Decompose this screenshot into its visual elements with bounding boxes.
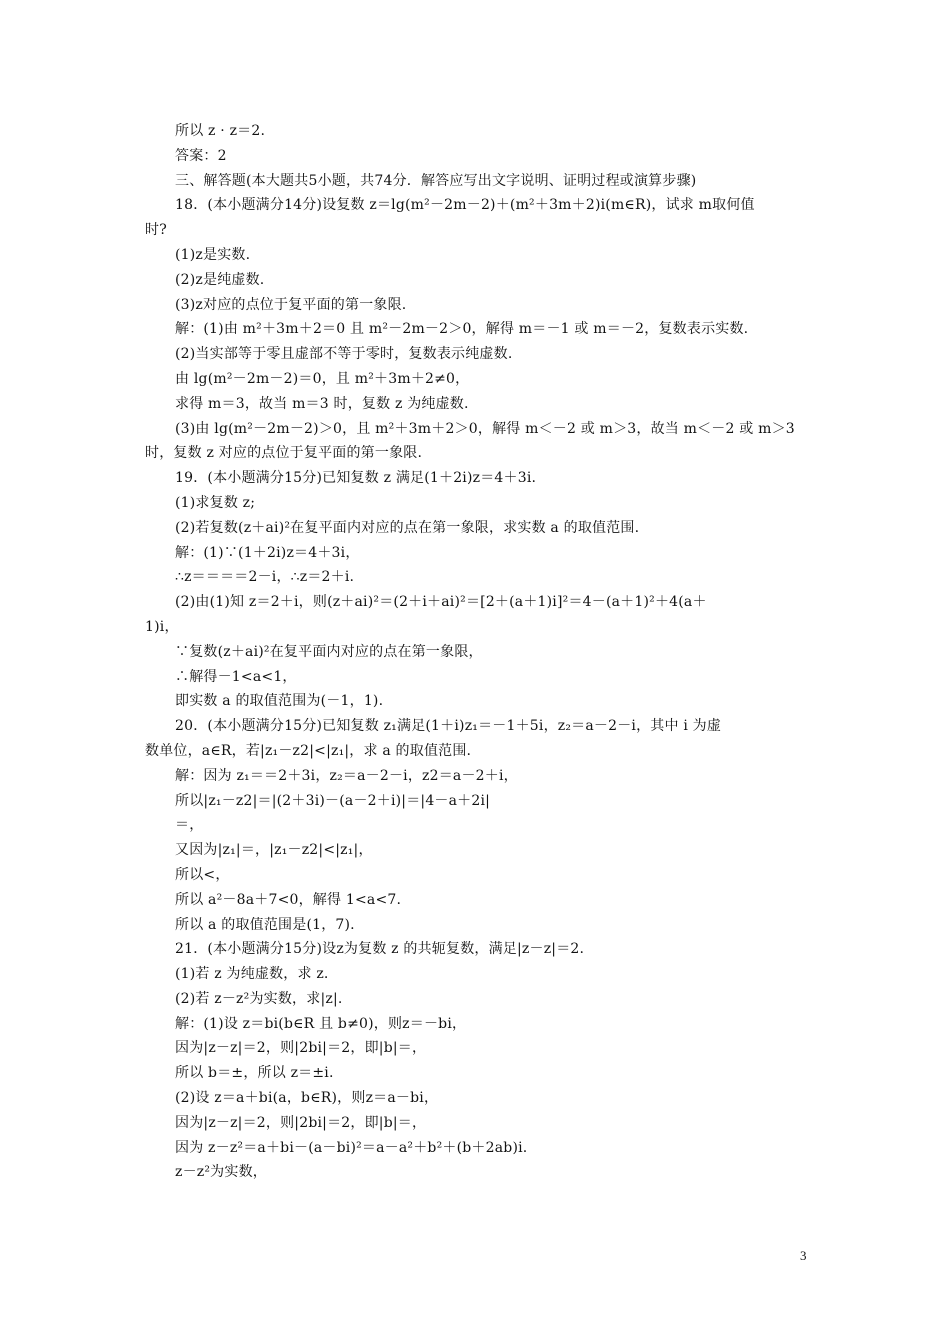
text-line: 三、解答题(本大题共5小题，共74分．解答应写出文字说明、证明过程或演算步骤) bbox=[175, 172, 697, 189]
text-line: z－z²为实数， bbox=[175, 1164, 267, 1181]
text-line: (2)当实部等于零且虚部不等于零时，复数表示纯虚数. bbox=[175, 346, 513, 363]
text-line: 18．(本小题满分14分)设复数 z＝lg(m²－2m－2)＋(m²＋3m＋2)i(m∈R)，试求 m取何值 bbox=[175, 197, 755, 214]
page-body bbox=[145, 119, 815, 1185]
text-line: (2)若复数(z＋ai)²在复平面内对应的点在第一象限，求实数 a 的取值范围. bbox=[175, 519, 640, 536]
text-line: (1)求复数 z; bbox=[175, 494, 256, 511]
text-line: 20．(本小题满分15分)已知复数 z₁满足(1＋i)z₁＝－1＋5i，z₂＝a－2－i，其中 i 为虚 bbox=[175, 718, 722, 735]
text-line: (1)若 z 为纯虚数，求 z. bbox=[175, 966, 329, 983]
text-line: (1)z是实数. bbox=[175, 246, 251, 263]
text-line: ＝， bbox=[175, 817, 204, 834]
text-line: 解：(1)由 m²＋3m＋2＝0 且 m²－2m－2＞0，解得 m＝－1 或 m＝－2，复数表示实数. bbox=[175, 321, 749, 338]
text-line: 所以 b＝±，所以 z＝±i. bbox=[175, 1065, 334, 1082]
text-line: 1)i， bbox=[145, 618, 179, 635]
text-line: 求得 m＝3，故当 m＝3 时，复数 z 为纯虚数. bbox=[175, 395, 469, 412]
text-line: (3)由 lg(m²－2m－2)＞0，且 m²＋3m＋2＞0，解得 m＜－2 或 m＞3，故当 m＜－2 或 m＞3 bbox=[175, 420, 795, 437]
text-line: 即实数 a 的取值范围为(－1，1). bbox=[175, 693, 384, 710]
text-line: ∴z＝＝＝＝2－i，∴z＝2＋i. bbox=[175, 569, 355, 586]
text-line: 因为|z－z|＝2，则|2bi|＝2，即|b|＝， bbox=[175, 1114, 427, 1131]
text-line: 数单位，a∈R，若|z₁－z2|<|z₁|，求 a 的取值范围. bbox=[145, 742, 472, 759]
text-line: (2)设 z＝a＋bi(a，b∈R)，则z＝a－bi， bbox=[175, 1090, 439, 1107]
page-number: 3 bbox=[800, 1248, 807, 1263]
text-line: 21．(本小题满分15分)设z为复数 z 的共轭复数，满足|z－z|＝2. bbox=[175, 941, 585, 958]
text-line: 时? bbox=[145, 222, 167, 239]
text-line: (2)若 z－z²为实数，求|z|. bbox=[175, 990, 343, 1007]
text-line: 所以 z · z＝2. bbox=[175, 123, 266, 139]
text-line: (2)由(1)知 z＝2＋i，则(z＋ai)²＝(2＋i＋ai)²＝[2＋(a＋1)i]²＝4－(a＋1)²＋4(a＋ bbox=[175, 594, 707, 611]
text-line: 又因为|z₁|＝，|z₁－z2|<|z₁|， bbox=[175, 842, 373, 859]
text-line: 由 lg(m²－2m－2)＝0，且 m²＋3m＋2≠0， bbox=[175, 370, 470, 387]
text-line: 19．(本小题满分15分)已知复数 z 满足(1＋2i)z＝4＋3i. bbox=[175, 470, 537, 487]
text-line: 所以 a²－8a＋7<0，解得 1<a<7. bbox=[175, 891, 402, 908]
text-line: 所以|z₁－z2|＝|(2＋3i)－(a－2＋i)|＝|4－a＋2i| bbox=[175, 792, 491, 809]
text-line: 因为|z－z|＝2，则|2bi|＝2，即|b|＝， bbox=[175, 1040, 427, 1057]
text-line: 答案：2 bbox=[175, 147, 227, 164]
text-line: (2)z是纯虚数. bbox=[175, 271, 265, 288]
text-line: ∵复数(z＋ai)²在复平面内对应的点在第一象限， bbox=[175, 643, 483, 660]
text-line: 解：(1)∵(1＋2i)z＝4＋3i， bbox=[175, 544, 360, 561]
text-line: 解：(1)设 z＝bi(b∈R 且 b≠0)，则z＝－bi， bbox=[175, 1015, 467, 1032]
text-line: 所以<， bbox=[175, 866, 230, 883]
text-line: (3)z对应的点位于复平面的第一象限. bbox=[175, 296, 407, 313]
text-line: ∴解得－1<a<1， bbox=[175, 668, 297, 685]
text-line: 所以 a 的取值范围是(1，7). bbox=[175, 916, 355, 933]
text-line: 解：因为 z₁＝＝2＋3i，z₂＝a－2－i，z2＝a－2＋i， bbox=[175, 767, 518, 784]
text-line: 时，复数 z 对应的点位于复平面的第一象限. bbox=[145, 445, 423, 462]
text-line: 因为 z－z²＝a＋bi－(a－bi)²＝a－a²＋b²＋(b＋2ab)i. bbox=[175, 1139, 528, 1156]
